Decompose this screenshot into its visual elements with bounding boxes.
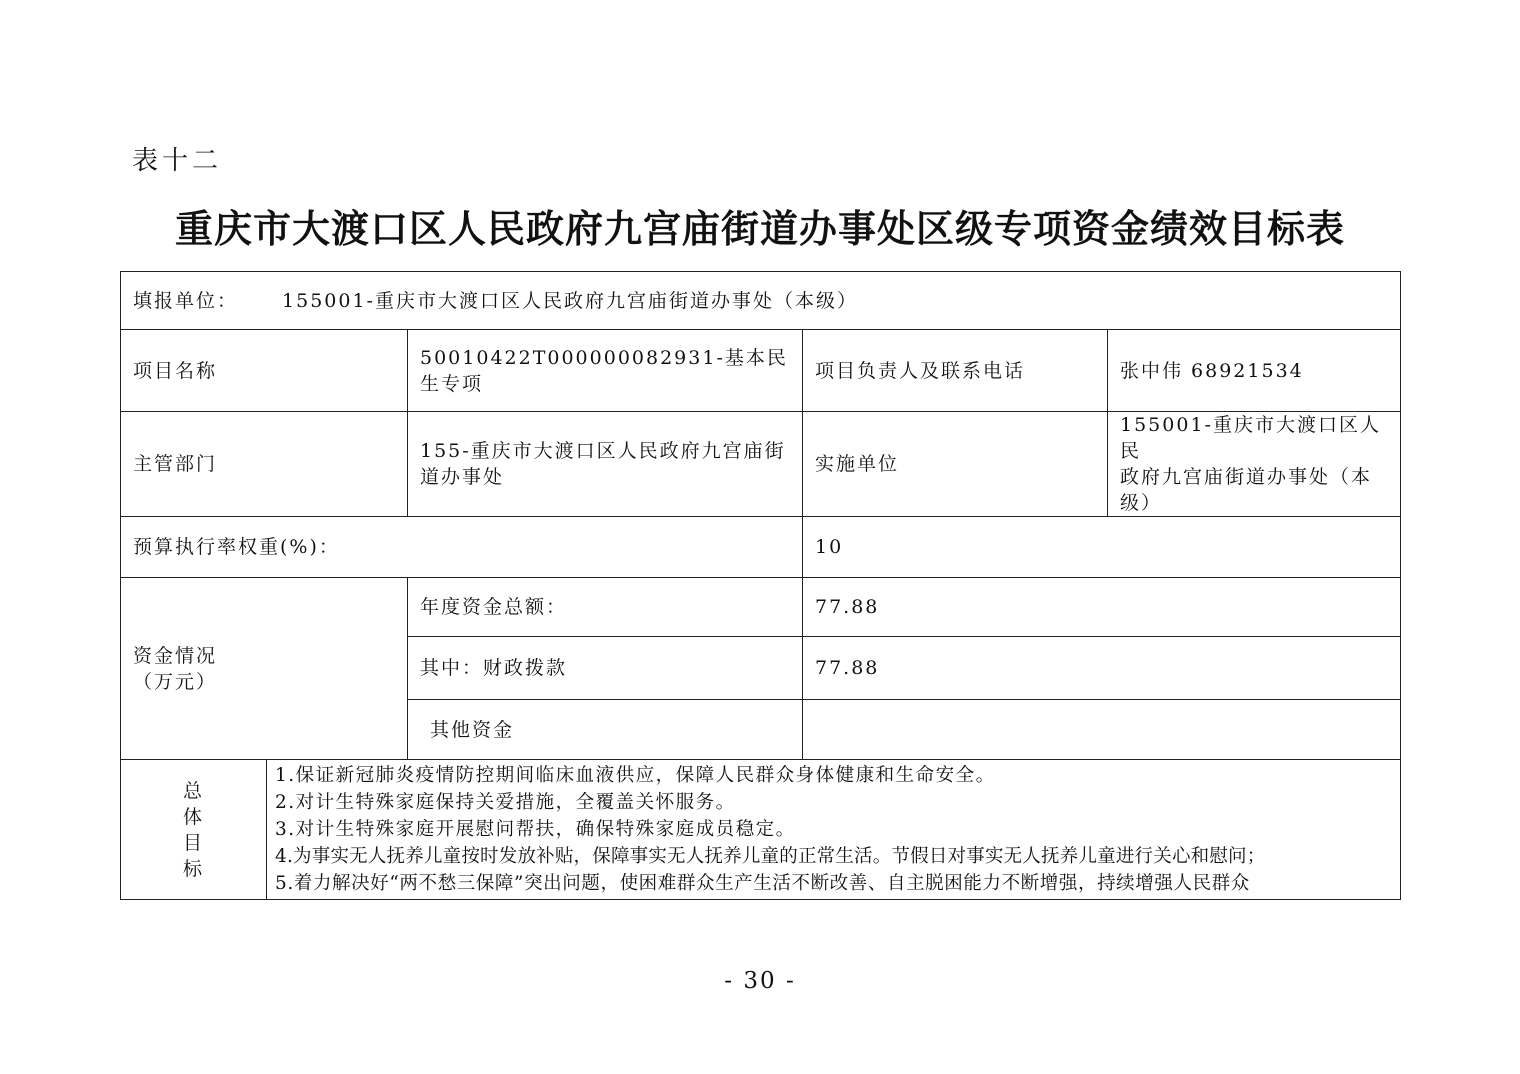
budget-weight-value: 10 — [803, 517, 1401, 578]
reporting-unit-row — [121, 272, 1401, 330]
annual-total-label: 年度资金总额： — [408, 578, 803, 637]
department-row — [121, 412, 1401, 517]
goal-item: 3.对计生特殊家庭开展慰问帮扶，确保特殊家庭成员稳定。 — [275, 819, 796, 840]
impl-unit-line: 级） — [1120, 492, 1163, 514]
dept-value-line: 道办事处 — [420, 466, 505, 488]
reporting-unit-label: 填报单位： — [133, 289, 239, 312]
other-funds-label: 其他资金 — [408, 700, 803, 760]
dept-label: 主管部门 — [121, 412, 408, 517]
budget-weight-row — [121, 517, 1401, 578]
goal-label-char: 总 — [182, 779, 204, 802]
goal-item: 4.为事实无人抚养儿童按时发放补贴，保障事实无人抚养儿童的正常生活。节假日对事实无人抚养儿童进行关心和慰问； — [275, 846, 1266, 867]
table-label: 表十二 — [132, 146, 223, 176]
goal-item: 5.着力解决好“两不愁三保障”突出问题，使困难群众生产生活不断改善、自主脱困能力不断增强，持续增强人民群众 — [275, 873, 1250, 894]
dept-value-line: 155-重庆市大渡口区人民政府九宫庙街 — [420, 440, 786, 462]
overall-goal-content — [267, 760, 1401, 900]
goal-item: 2.对计生特殊家庭保持关爱措施，全覆盖关怀服务。 — [275, 792, 736, 813]
project-lead-value: 张中伟 68921534 — [1108, 330, 1401, 412]
impl-unit-line: 155001-重庆市大渡口区人民 — [1120, 414, 1381, 462]
goal-item: 1.保证新冠肺炎疫情防控期间临床血液供应，保障人民群众身体健康和生命安全。 — [275, 765, 996, 786]
impl-unit-value — [1108, 412, 1401, 517]
annual-total-value: 77.88 — [803, 578, 1401, 637]
impl-unit-line: 政府九宫庙街道办事处（本 — [1120, 466, 1373, 488]
funds-label-line: 资金情况 — [133, 644, 218, 667]
overall-goal-row — [121, 760, 1401, 900]
performance-target-table — [120, 271, 1401, 900]
other-funds-value — [803, 700, 1401, 760]
dept-value — [408, 412, 803, 517]
overall-goal-label — [121, 760, 267, 900]
goal-label-char: 目 — [182, 831, 204, 854]
budget-weight-label: 预算执行率权重(%)： — [121, 517, 803, 578]
page-number: - 30 - — [724, 968, 796, 994]
annual-total-row — [121, 578, 1401, 637]
project-name-value: 50010422T000000082931-基本民生专项 — [408, 330, 803, 412]
funds-label — [121, 578, 408, 760]
impl-unit-label: 实施单位 — [803, 412, 1108, 517]
document-title: 重庆市大渡口区人民政府九宫庙街道办事处区级专项资金绩效目标表 — [174, 206, 1345, 251]
reporting-unit-cell — [121, 272, 1401, 330]
funds-label-line: （万元） — [133, 670, 218, 693]
project-lead-label: 项目负责人及联系电话 — [803, 330, 1108, 412]
reporting-unit-value: 155001-重庆市大渡口区人民政府九宫庙街道办事处（本级） — [282, 289, 858, 312]
project-name-row — [121, 330, 1401, 412]
fiscal-label: 其中：财政拨款 — [408, 637, 803, 700]
fiscal-value: 77.88 — [803, 637, 1401, 700]
goal-label-char: 体 — [182, 805, 204, 828]
project-name-label: 项目名称 — [121, 330, 408, 412]
goal-label-char: 标 — [182, 857, 204, 880]
